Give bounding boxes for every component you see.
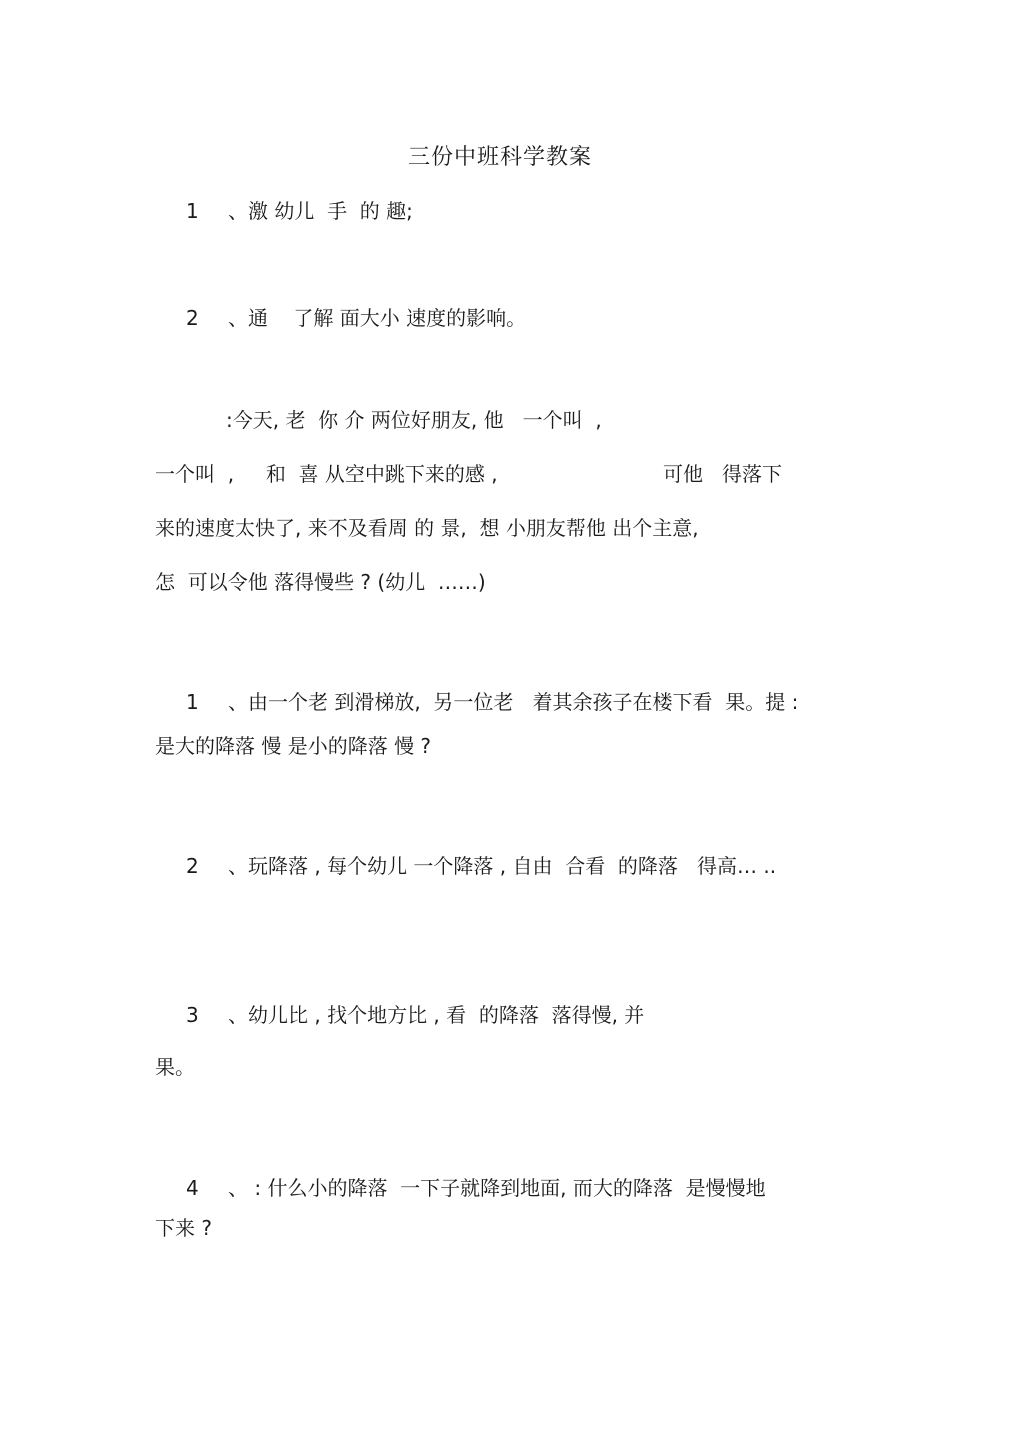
step-continuation-3: 果。 (155, 1055, 195, 1079)
step-number-2: 2 (186, 854, 199, 878)
step-text-1: 、由一个老 到滑梯放, 另一位老 着其余孩子在楼下看 果。提 : (228, 690, 799, 714)
intro-line-3: 来的速度太快了, 来不及看周 的 景, 想 小朋友帮他 出个主意, (155, 516, 699, 540)
step-number-1: 1 (186, 690, 199, 714)
step-number-4: 4 (186, 1176, 199, 1200)
goal-text-2: 、通 了解 面大小 速度的影响。 (228, 306, 527, 330)
document-title: 三份中班科学教案 (407, 145, 592, 170)
step-text-3: 、幼儿比 , 找个地方比 , 看 的降落 落得慢, 并 (228, 1003, 645, 1027)
step-continuation-1: 是大的降落 慢 是小的降落 慢 ? (155, 734, 432, 758)
goal-number-2: 2 (186, 306, 199, 330)
goal-number-1: 1 (186, 199, 199, 223)
step-continuation-4: 下来 ? (155, 1216, 212, 1240)
intro-line-4: 怎 可以令他 落得慢些 ? (幼儿 ……) (155, 570, 486, 594)
intro-line-2: 一个叫 , 和 喜 从空中跳下来的感 , 可他 得落下 (155, 462, 783, 486)
goal-text-1: 、激 幼儿 手 的 趣; (228, 199, 413, 223)
step-number-3: 3 (186, 1003, 199, 1027)
step-text-4: 、 : 什么小的降落 一下子就降到地面, 而大的降落 是慢慢地 (228, 1176, 766, 1200)
intro-line-1: :今天, 老 你 介 两位好朋友, 他 一个叫 , (226, 408, 602, 432)
step-text-2: 、玩降落 , 每个幼儿 一个降落 , 自由 合看 的降落 得高… .. (228, 854, 777, 878)
